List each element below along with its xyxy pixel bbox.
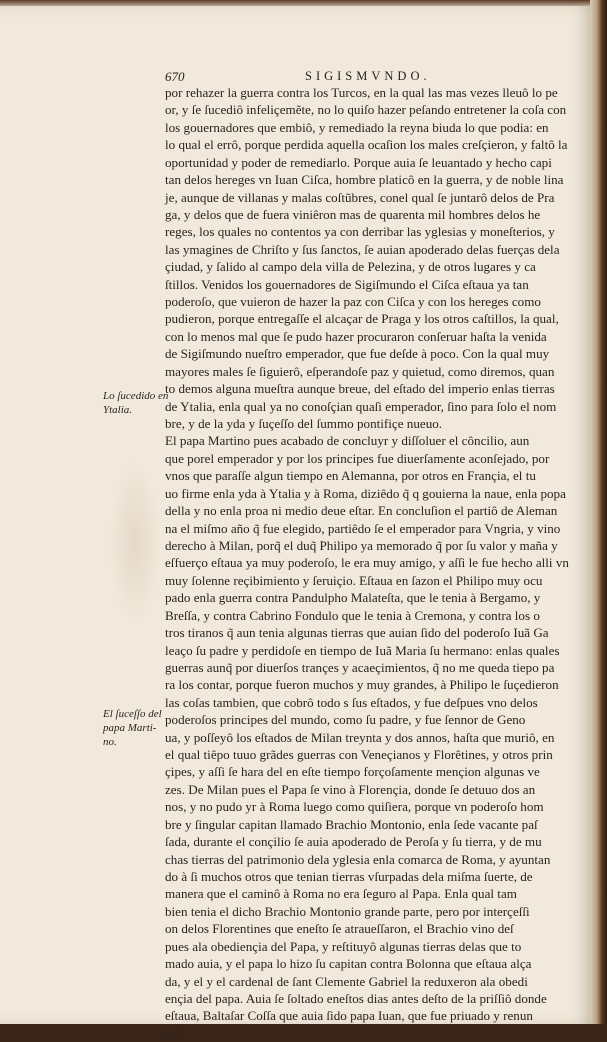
paper-stain — [108, 458, 162, 628]
text-line: vnos que paraſſe algun tiempo en Alemanna, por otros en Françia, el tu — [165, 468, 536, 484]
text-line: Breſſa, y contra Cabrino Fondulo que le tenia à Cremona, y contra los o — [165, 607, 540, 623]
text-line: to demos alguna mueſtra aunque breue, del eſtado del imperio enlas tierras — [165, 381, 555, 397]
body-text — [165, 84, 583, 1042]
text-line: pado enla guerra contra Pandulpho Malateſta, que le tenia à Bergamo, y — [165, 590, 541, 606]
text-line: oportunidad y poder de remediarlo. Porque auia ſe leuantado y hecho capi — [165, 154, 552, 170]
text-line: guerras aunq̃ por diuerſos trançes y acaeçimientos, q̃ no me queda tiepo pa — [165, 659, 555, 675]
text-line: de Ytalia, enla qual ya no conoſçian quaſi emperador, ſino para ſolo el nom — [165, 398, 557, 414]
text-line: bre y ſingular capitan llamado Brachio Montonio, enla ſede vacante paſ — [165, 816, 538, 832]
text-line: las coſas tambien, que cobrô todo s ſus eſtados, y fue deſpues vno delos — [165, 694, 538, 710]
page-number: 670 — [165, 69, 185, 84]
text-line: ſtillos. Venidos los gouernadores de Sigiſmundo el Ciſca eſtaua ya tan — [165, 276, 529, 292]
margin-note-pope-martin — [103, 707, 167, 749]
text-line: della y no enla proa ni medio deue eſtar. En concluſion el partiô de Aleman — [165, 503, 558, 519]
text-line: pudieron, porque entregaſſe el alcaçar de Praga y los otros caſtillos, la qual, — [165, 311, 559, 327]
margin-note-line: Lo ſucedido en — [103, 390, 169, 402]
text-line: derecho à Milan, porq̃ el duq̃ Philipo ya memorado q̃ por ſu valor y maña y — [165, 537, 558, 553]
text-line: bre, y de la yda y ſuçeſſo del ſummo pontifiçe nueuo. — [165, 416, 443, 432]
text-line: je, aunque de villanas y malas coſtũbres, conel qual ſe juntarô delos de Pra — [165, 189, 555, 205]
text-line: nos, y no pudo yr à Roma luego como quiſiera, porque vn poderoſo hom — [165, 799, 544, 815]
text-line: poderoſo, que vuieron de hazer la paz con Ciſca y con los hereges como — [165, 294, 541, 310]
text-line: que porel emperador y por los principes fue diuerſamente aconſejado, por — [165, 450, 550, 466]
text-line: muy ſolenne reçibimiento y ſeruiçio. Eſtaua en ſazon el Philipo muy ocu — [165, 572, 543, 588]
text-line: eſtaua, Baltaſar Coſſa que auia ſido papa Iuan, que fue priuado y renun — [165, 1008, 533, 1024]
text-line: ençia del papa. Auia ſe ſoltado eneſtos dias antes deſto de la priſſiô donde — [165, 990, 547, 1006]
text-line: do à ſi muchos otros que tenian tierras vſurpadas dela miſma ſuerte, de — [165, 868, 533, 884]
margin-note-line: Ytalia. — [103, 404, 133, 416]
text-line: mado auia, y el papa lo hizo ſu capitan contra Bolonna que eſtaua alça — [165, 956, 532, 972]
text-line: çiudad, y ſalido al campo dela villa de Pelezina, y de otros lugares y ca — [165, 259, 536, 275]
text-line: El papa Martino pues acabado de concluyr y diſſoluer el côncilio, aun — [165, 433, 530, 449]
text-line: con lo menos mal que ſe pudo hazer procuraron conſeruar haſta la venida — [165, 328, 547, 344]
text-line: de Sigiſmundo nueſtro emperador, que fue deſde à poco. Con la qual muy — [165, 346, 550, 362]
margin-note-italy — [103, 389, 167, 417]
text-line: chas tierras del patrimonio dela yglesia enla comarca de Roma, y ayuntan — [165, 851, 551, 867]
text-line: çiô — [165, 1025, 181, 1041]
text-line: poderoſos principes del mundo, como ſu padre, y fue ſennor de Geno — [165, 712, 526, 728]
text-line: lo qual el errô, porque perdida aquella ocaſion los males creſçieron, y faltô la — [165, 137, 568, 153]
text-line: pues ala obediençia del Papa, y reſtituyô algunas tierras delas que to — [165, 938, 522, 954]
text-line: ſada, durante el conçilio ſe auia apoderado de Peroſa y ſu tierra, y de mu — [165, 834, 542, 850]
text-line: na el miſmo año q̃ fue elegido, partiêdo ſe el emperador para Vngria, y vino — [165, 520, 561, 536]
text-line: tan delos hereges vn Iuan Ciſca, hombre platicô en la guerra, y de noble lina — [165, 172, 564, 188]
text-line: zes. De Milan pues el Papa ſe vino à Florençia, donde ſe detuuo dos an — [165, 781, 536, 797]
text-line: uo firme enla yda à Ytalia y à Roma, diziêdo q̃ q gouierna la naue, enla popa — [165, 485, 566, 501]
text-line: manera que el caminô à Roma no era ſeguro al Papa. Enla qual tam — [165, 886, 517, 902]
text-line: eſfuerço eſtaua ya muy poderoſo, le era muy amigo, y aſſi le fue hecho alli vn — [165, 555, 569, 571]
text-line: tros tiranos q̃ aun tenia algunas tierras que auian ſido del poderoſo Iuã Ga — [165, 625, 549, 641]
text-line: las ymagines de Chriſto y ſus ſanctos, ſe auian apoderado delas fuerças dela — [165, 241, 560, 257]
text-line: mayores males ſe ſiguierô, eſperandoſe paz y quietud, como diremos, quan — [165, 363, 555, 379]
text-line: reges, los quales no contentos ya con derribar las yglesias y moneſterios, y — [165, 224, 555, 240]
running-title: SIGISMVNDO. — [305, 69, 431, 83]
text-line: ra los contar, porque fueron muchos y muy grandes, à Philipo le ſuçedieron — [165, 677, 559, 693]
text-line: el qual tiêpo tuuo grãdes guerras con Veneçianos y Florêtines, y otros prin — [165, 747, 553, 763]
text-line: los gouernadores que embiô, y remediado la reyna biuda lo que podia: en — [165, 119, 549, 135]
text-line: por rehazer la guerra contra los Turcos, en la qual las mas vezes lleuô lo pe — [165, 85, 558, 100]
margin-note-line: papa Marti- — [103, 722, 157, 734]
text-line: çipes, y aſſi ſe hara del en eſte tiempo forçoſamente mençion algunas ve — [165, 764, 540, 780]
text-line: or, y ſe ſucediô infeliçemẽte, no lo quiſo hazer peſando entretener la coſa con — [165, 102, 567, 118]
margin-note-line: no. — [103, 736, 117, 748]
text-line: bien tenia el dicho Brachio Montonio grande parte, pero por interçeſſi — [165, 903, 530, 919]
margin-note-line: El ſuceſſo del — [103, 708, 162, 720]
text-line: leaço ſu padre y perdidoſe en tiempo de Iuã Maria ſu hermano: enlas quales — [165, 642, 560, 658]
text-line: ga, y delos que de fuera viniêron mas de quarenta mil hombres delos he — [165, 206, 541, 222]
page-gutter-shadow — [590, 0, 607, 1024]
text-line: on delos Florentines que eneſto ſe atraueſſaron, el Brachio vino deſ — [165, 921, 514, 937]
text-line: da, y el y el cardenal de ſant Clemente Gabriel la reduxeron ala obedi — [165, 973, 528, 989]
text-line: ua, y poſſeyô los eſtados de Milan treynta y dos annos, haſta que muriô, en — [165, 729, 555, 745]
